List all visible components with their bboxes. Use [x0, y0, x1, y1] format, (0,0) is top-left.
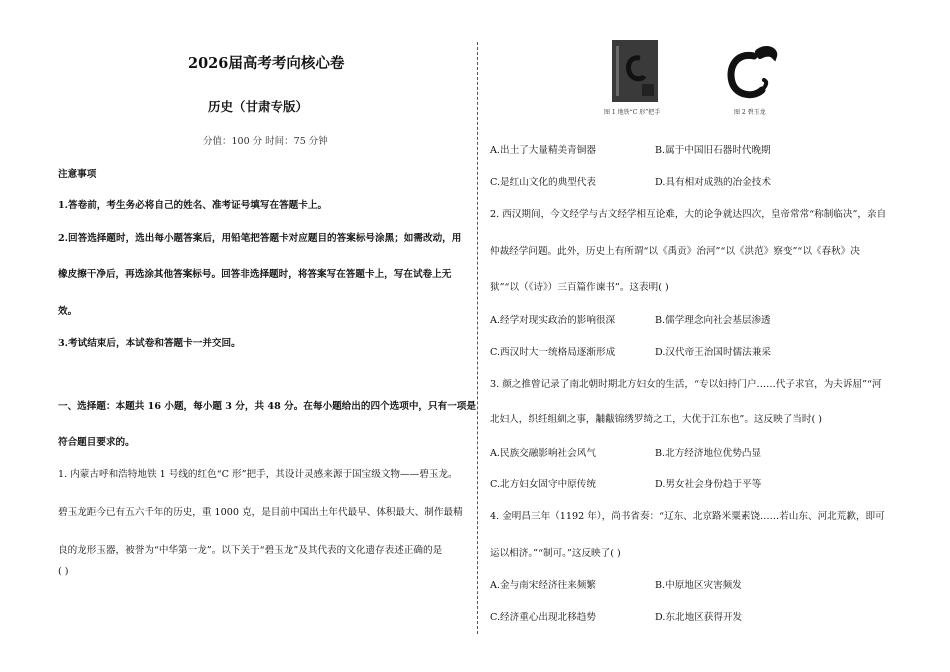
q4-line-2: 运以相济。”“制可。”这反映了( ) — [490, 548, 621, 559]
q4-option-c[interactable]: C.经济重心出现北移趋势 — [490, 612, 596, 623]
exam-subtitle: 历史（甘肃专版） — [208, 99, 309, 114]
q3-option-a[interactable]: A.民族交融影响社会风气 — [490, 448, 596, 459]
q2-option-c[interactable]: C.西汉时大一统格局逐渐形成 — [490, 347, 616, 358]
notice-item-2a: 2.回答选择题时，选出每小题答案后，用铅笔把答题卡对应题目的答案标号涂黑；如需改动，用 — [58, 233, 462, 244]
q1-option-d[interactable]: D.具有相对成熟的冶金技术 — [655, 177, 771, 188]
q4-option-a[interactable]: A.金与南宋经济往来频繁 — [490, 580, 596, 591]
q3-option-b[interactable]: B.北方经济地位优势凸显 — [655, 448, 762, 459]
notice-item-2c: 效。 — [58, 306, 78, 317]
q2-line-2: 仲裁经学问题。此外，历史上有所谓“以《禹贡》治河”“以《洪范》察变”“以《春秋》决 — [490, 246, 860, 257]
exam-meta: 分值：100 分 时间：75 分钟 — [203, 136, 328, 147]
right-column — [490, 0, 900, 672]
figure-2-caption: 图 2 碧玉龙 — [734, 109, 766, 116]
left-column — [58, 0, 476, 672]
notice-heading: 注意事项 — [58, 169, 97, 180]
notice-item-1: 1.答卷前，考生务必将自己的姓名、准考证号填写在答题卡上。 — [58, 200, 328, 211]
column-divider — [477, 42, 478, 634]
q3-line-1: 3. 颜之推曾记录了南北朝时期北方妇女的生活，“专以妇持门户……代子求官，为夫诉屈”“河 — [490, 379, 882, 390]
figure-1-caption: 图 1 地铁“C 形”把手 — [604, 109, 661, 116]
q3-line-2: 北妇人，织纴组紃之事，黼黻锦绣罗绮之工，大优于江东也”。这反映了当时( ) — [490, 414, 823, 425]
q2-line-3: 狱”“以（《诗》）三百篇作谏书”。这表明( ) — [490, 282, 669, 293]
q4-line-1: 4. 金明昌三年（1192 年），尚书省奏：“辽东、北京路米粟素饶……若山东、河北荒歉，即可 — [490, 511, 885, 522]
notice-item-2b: 橡皮擦干净后，再选涂其他答案标号。回答非选择题时，将答案写在答题卡上，写在试卷上无 — [58, 269, 452, 280]
q3-option-c[interactable]: C.北方妇女固守中原传统 — [490, 479, 596, 490]
notice-item-3: 3.考试结束后，本试卷和答题卡一并交回。 — [58, 338, 241, 349]
q4-option-d[interactable]: D.东北地区获得开发 — [655, 612, 743, 623]
q3-option-d[interactable]: D.男女社会身份趋于平等 — [655, 479, 762, 490]
q1-option-a[interactable]: A.出土了大量精美青铜器 — [490, 145, 596, 156]
q1-line-3: 良的龙形玉器，被誉为“中华第一龙”。以下关于“碧玉龙”及其代表的文化遗存表述正确的是 — [58, 545, 443, 556]
q2-line-1: 2. 西汉期间，今文经学与古文经学相互论难，大的论争就达四次，皇帝常常“称制临决”，亲自 — [490, 209, 887, 220]
q1-option-b[interactable]: B.属于中国旧石器时代晚期 — [655, 145, 771, 156]
q1-line-1: 1. 内蒙古呼和浩特地铁 1 号线的红色“C 形”把手，其设计灵感来源于国宝级文物——碧玉龙。 — [58, 469, 458, 480]
q2-option-b[interactable]: B.儒学理念向社会基层渗透 — [655, 315, 771, 326]
q4-option-b[interactable]: B.中原地区灾害频发 — [655, 580, 742, 591]
q2-option-a[interactable]: A.经学对现实政治的影响很深 — [490, 315, 616, 326]
section-heading-line1: 一、选择题：本题共 16 小题，每小题 3 分，共 48 分。在每小题给出的四个选项中，只有一项是 — [58, 401, 476, 412]
q2-option-d[interactable]: D.汉代帝王治国时儒法兼采 — [655, 347, 771, 358]
exam-title: 2026届高考考向核心卷 — [188, 55, 345, 72]
section-heading-line2: 符合题目要求的。 — [58, 437, 135, 448]
q1-answer-blank: ( ) — [58, 566, 69, 577]
q1-line-2: 碧玉龙距今已有五六千年的历史，重 1000 克，是目前中国出土年代最早、体积最大、制作最精 — [58, 507, 463, 518]
q1-option-c[interactable]: C.是红山文化的典型代表 — [490, 177, 596, 188]
